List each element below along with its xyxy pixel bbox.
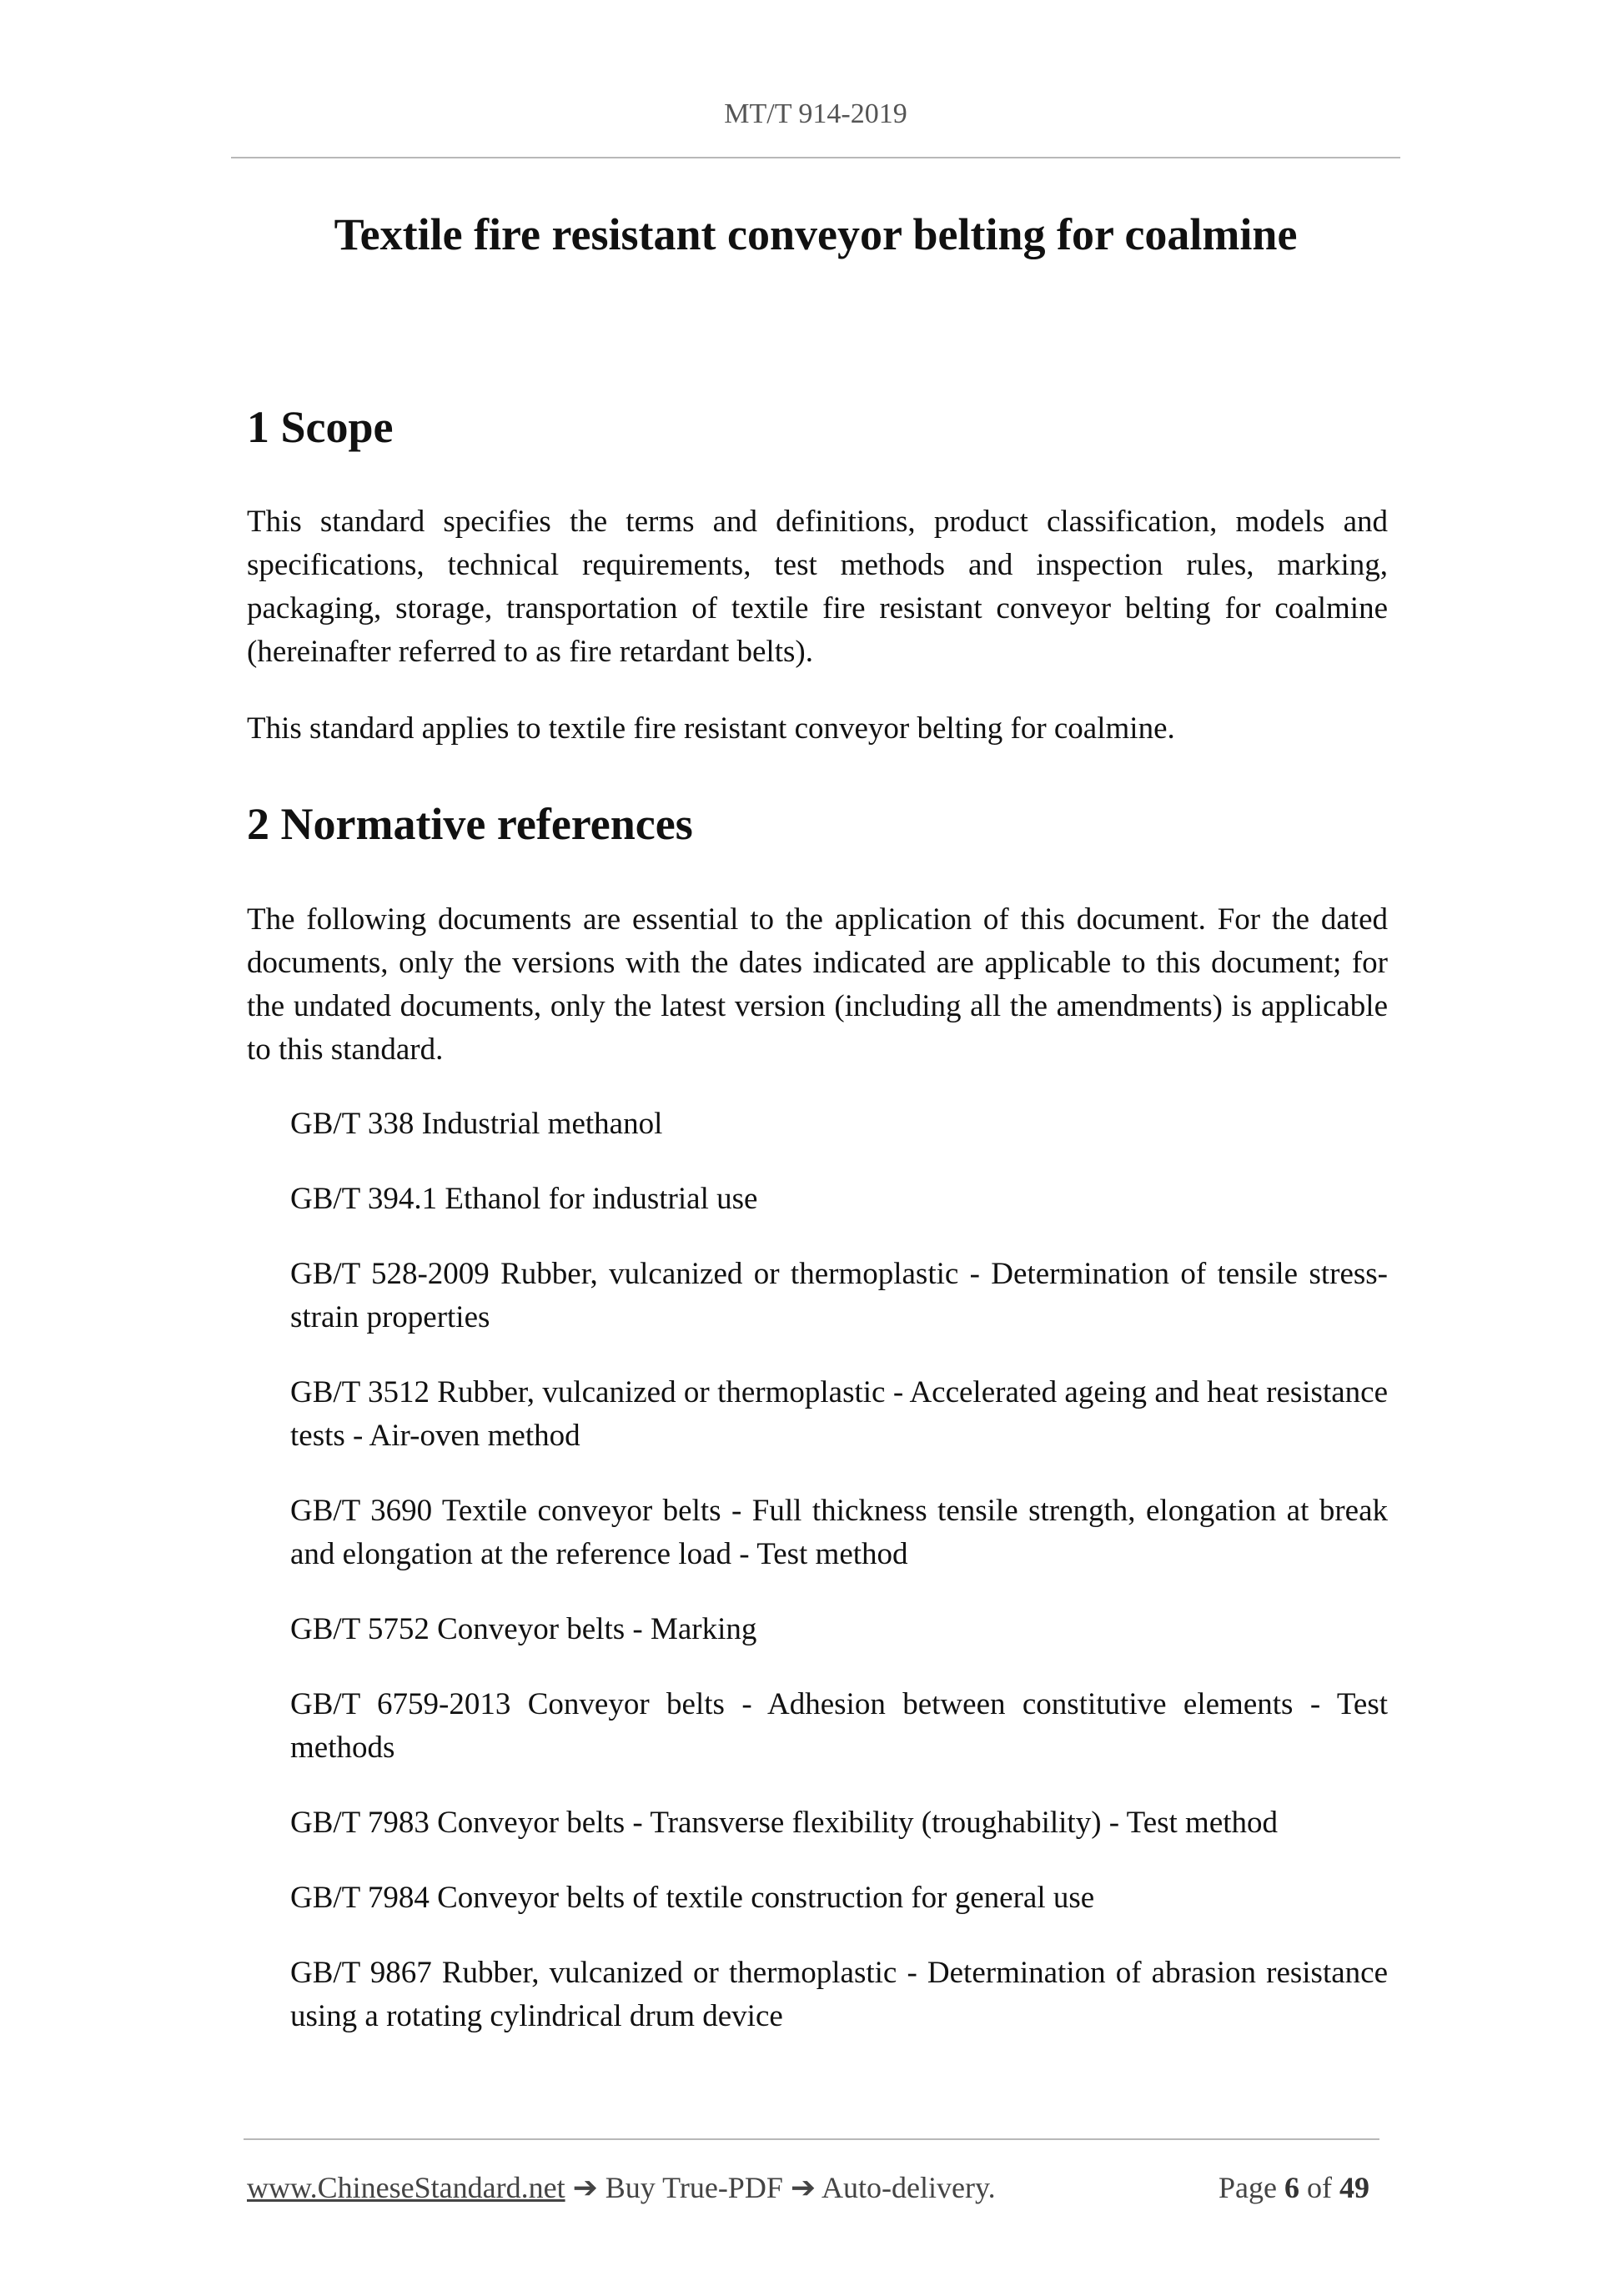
page-word: Page (1219, 2171, 1277, 2204)
current-page-number: 6 (1284, 2171, 1299, 2204)
arrow-right-icon: ➔ (572, 2171, 598, 2204)
reference-item: GB/T 9867 Rubber, vulcanized or thermoplastic - Determination of abrasion resistance using a rotating cylindrical drum device (290, 1956, 1388, 2033)
scope-paragraph: This standard specifies the terms and definitions, product classification, models and specifications, technical requirements, test methods and inspection rules, marking, packaging, storage, transportation of textile fire resistant conveyor belting for coalmine (hereinafter referred to as fire retardant belts). (247, 505, 1388, 669)
normative-references-intro: The following documents are essential to the application of this document. For the dated documents, only the versions with the dates indicated are applicable to this document; for the undated documents, only the latest version (including all the amendments) is applicable to this standard. (247, 902, 1388, 1067)
reference-item: GB/T 7983 Conveyor belts - Transverse flexibility (troughability) - Test method (290, 1806, 1279, 1840)
reference-item: GB/T 3690 Textile conveyor belts - Full thickness tensile strength, elongation at break and elongation at the reference load - Test method (290, 1494, 1388, 1571)
reference-item: GB/T 394.1 Ethanol for industrial use (290, 1182, 758, 1216)
document-number: MT/T 914-2019 (724, 98, 907, 129)
reference-item: GB/T 7984 Conveyor belts of textile construction for general use (290, 1881, 1095, 1915)
total-page-count: 49 (1339, 2171, 1369, 2204)
auto-delivery-text: Auto-delivery. (822, 2171, 996, 2204)
reference-item: GB/T 3512 Rubber, vulcanized or thermoplastic - Accelerated ageing and heat resistance tests - Air-oven method (290, 1375, 1388, 1453)
page-indicator (1219, 2167, 1369, 2208)
reference-item: GB/T 528-2009 Rubber, vulcanized or thermoplastic - Determination of tensile stress-strain properties (290, 1257, 1388, 1334)
page-header (231, 93, 1400, 158)
reference-item: GB/T 338 Industrial methanol (290, 1107, 663, 1141)
site-link[interactable]: www.ChineseStandard.net (247, 2171, 565, 2204)
reference-item: GB/T 6759-2013 Conveyor belts - Adhesion between constitutive elements - Test methods (290, 1687, 1388, 1765)
document-title: Textile fire resistant conveyor belting for coalmine (334, 209, 1298, 259)
section-heading-normative-references: 2 Normative references (247, 799, 693, 849)
of-word: of (1307, 2171, 1332, 2204)
arrow-right-icon: ➔ (790, 2171, 817, 2204)
footer-promo (247, 2167, 996, 2208)
page-footer (244, 2138, 1379, 2215)
reference-item: GB/T 5752 Conveyor belts - Marking (290, 1612, 757, 1646)
section-heading-scope: 1 Scope (247, 402, 394, 452)
buy-true-pdf-text: Buy True-PDF (605, 2171, 783, 2204)
scope-applicability-paragraph: This standard applies to textile fire resistant conveyor belting for coalmine. (247, 711, 1175, 746)
reference-list (290, 1103, 1388, 2070)
